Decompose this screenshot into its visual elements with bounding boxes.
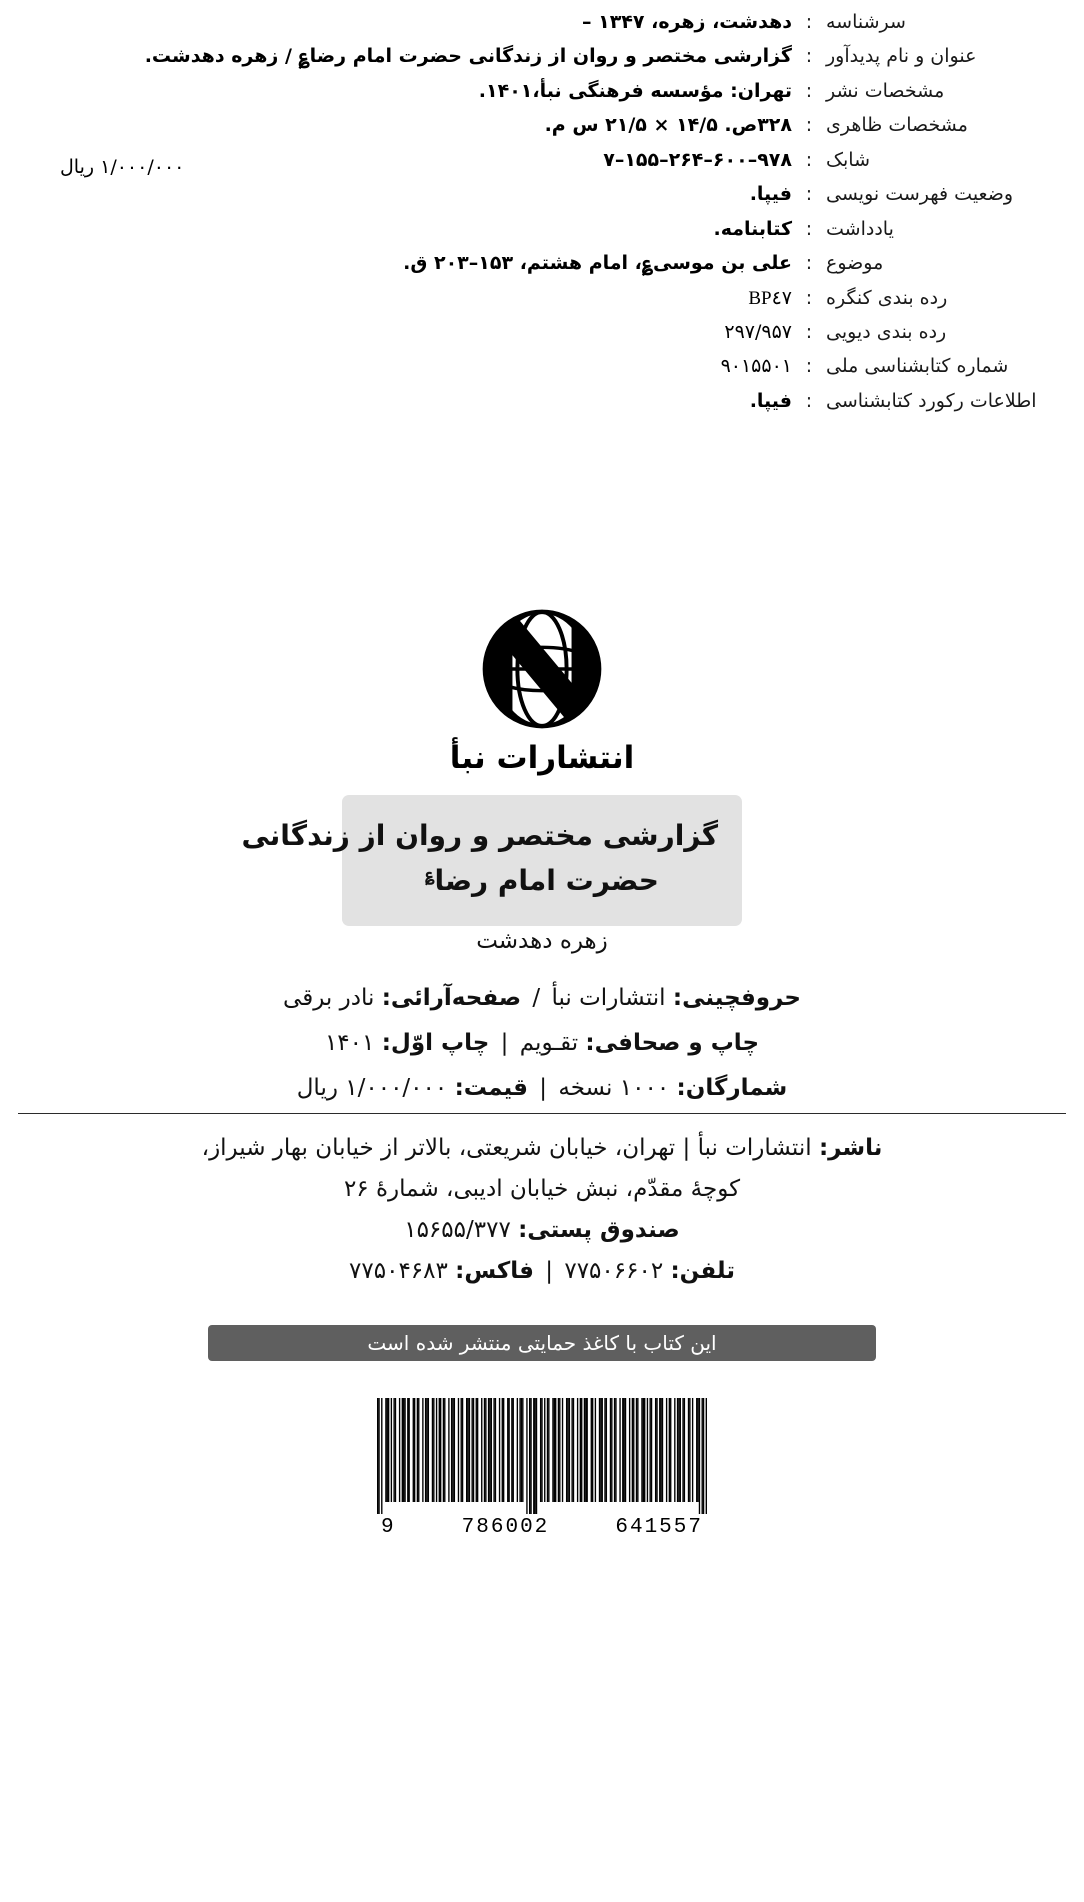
book-title-line-2-text: حضرت امام رضا bbox=[434, 864, 659, 898]
cip-row-value: تهران: مؤسسه فرهنگی نبأ،۱۴۰۱. bbox=[478, 79, 792, 102]
cip-row-value: گزارشی مختصر و روان از زندگانی حضرت امام رضا؏ / زهره دهدشت. bbox=[144, 45, 792, 68]
cip-row bbox=[60, 215, 1054, 244]
cip-row-label: رده بندی کنگره bbox=[826, 286, 948, 309]
credits-block bbox=[0, 928, 1084, 1111]
cip-row-colon: : bbox=[805, 389, 813, 412]
barcode-digit-group: 786002 bbox=[461, 1516, 550, 1539]
cip-price-note: ۱/۰۰۰/۰۰۰ ریال bbox=[60, 156, 185, 178]
cip-row bbox=[60, 77, 1054, 106]
edition-value: ۱۴۰۱ bbox=[324, 1029, 375, 1056]
cip-row-value: ۹۷۸–۶۰۰–۲۶۴–۱۵۵–۷ bbox=[603, 148, 792, 171]
cip-row-label: یادداشت bbox=[826, 217, 894, 240]
layout-label: صفحه‌آرائی: bbox=[381, 985, 522, 1011]
cip-row-label: شابک bbox=[826, 148, 871, 171]
book-title-line-2 bbox=[366, 858, 718, 903]
cip-row-label: شماره کتابشناسی ملی bbox=[826, 355, 1009, 378]
cip-row bbox=[60, 352, 1054, 381]
phone-value: ۷۷۵۰۶۶۰۲ bbox=[564, 1257, 664, 1284]
cip-row-label: مشخصات نشر bbox=[826, 79, 945, 102]
honorific-glyph: ؏ bbox=[425, 865, 435, 885]
credit-line-printrun bbox=[0, 1066, 1084, 1111]
layout-value: نادر برقی bbox=[283, 985, 375, 1011]
cip-row bbox=[60, 284, 1054, 313]
cip-row bbox=[60, 111, 1054, 140]
address-line-contact bbox=[22, 1251, 1062, 1292]
cip-cataloging-table bbox=[0, 8, 1084, 421]
fax-value: ۷۷۵۰۴۶۸۳ bbox=[349, 1257, 448, 1284]
cip-row-colon: : bbox=[805, 252, 813, 275]
cip-rows-container bbox=[60, 8, 1054, 416]
cip-row-value: علی بن موسی؏، امام هشتم، ۱۵۳–۲۰۳ ق. bbox=[403, 252, 792, 275]
cip-row bbox=[60, 8, 1054, 37]
phone-label: تلفن: bbox=[670, 1257, 735, 1284]
price-value: ۱/۰۰۰/۰۰۰ ریال bbox=[296, 1074, 448, 1101]
banner-text: این کتاب با کاغذ حمایتی منتشر شده است bbox=[367, 1331, 717, 1355]
cip-row-colon: : bbox=[805, 114, 813, 137]
credit-line-printing bbox=[0, 1021, 1084, 1066]
cip-row-value: ۹۰۱۵۵۰۱ bbox=[720, 355, 792, 378]
credit-separator: | bbox=[500, 1029, 509, 1056]
postbox-label: صندوق پستی: bbox=[518, 1216, 680, 1243]
cip-row-value: دهدشت، زهره، ۱۳۴۷ – bbox=[581, 11, 792, 33]
barcode-digits bbox=[377, 1516, 707, 1539]
credit-line-typesetting bbox=[0, 976, 1084, 1021]
cip-row-label: سرشناسه bbox=[826, 11, 906, 33]
cip-row bbox=[60, 387, 1054, 416]
credit-separator: / bbox=[532, 985, 541, 1011]
cip-row-label: وضعیت فهرست نویسی bbox=[826, 183, 1014, 206]
book-title-plate bbox=[241, 795, 742, 926]
cip-row-colon: : bbox=[805, 148, 813, 171]
publisher-label: ناشر: bbox=[818, 1135, 883, 1161]
cip-row-value: فیپا. bbox=[749, 183, 792, 206]
cip-row-colon: : bbox=[805, 45, 813, 68]
printing-label: چاپ و صحافی: bbox=[585, 1029, 760, 1056]
publisher-logo-block bbox=[0, 604, 1084, 776]
cip-row bbox=[60, 318, 1054, 347]
typesetting-label: حروفچینی: bbox=[672, 985, 801, 1011]
cip-row-colon: : bbox=[805, 320, 813, 343]
cip-row bbox=[60, 180, 1054, 209]
barcode-digit-group: 9 bbox=[381, 1516, 396, 1539]
cip-row-colon: : bbox=[805, 11, 813, 33]
book-title-line-1: گزارشی مختصر و روان از زندگانی bbox=[241, 819, 718, 852]
cip-row-value: فیپا. bbox=[749, 389, 792, 412]
cip-row-value: ۲۹۷/۹۵۷ bbox=[724, 320, 792, 343]
publisher-address-block bbox=[0, 1128, 1084, 1292]
cip-row-value: کتابنامه. bbox=[713, 217, 792, 240]
typesetting-value: انتشارات نبأ bbox=[551, 985, 666, 1011]
edition-label: چاپ اوّل: bbox=[381, 1029, 490, 1056]
fax-label: فاکس: bbox=[455, 1257, 534, 1284]
subsidized-paper-banner bbox=[208, 1325, 876, 1361]
cip-row-value: BP٤٧ bbox=[748, 287, 792, 309]
credit-separator: | bbox=[539, 1074, 548, 1101]
cip-row bbox=[60, 249, 1054, 278]
cip-row-label: موضوع bbox=[826, 252, 884, 275]
printrun-value: ۱۰۰۰ نسخه bbox=[558, 1074, 670, 1101]
cip-row bbox=[60, 146, 1054, 175]
cip-row-label: رده بندی دیویی bbox=[826, 320, 947, 343]
cip-row-label: اطلاعات رکورد کتابشناسی bbox=[826, 389, 1037, 412]
isbn-barcode-block bbox=[0, 1398, 1084, 1539]
printrun-label: شمارگان: bbox=[676, 1074, 788, 1101]
cip-row-value: ۳۲۸ص. ۱۴/۵ × ۲۱/۵ س م. bbox=[544, 114, 792, 137]
horizontal-divider bbox=[18, 1113, 1066, 1114]
price-label: قیمت: bbox=[454, 1074, 528, 1101]
cip-row-colon: : bbox=[805, 183, 813, 206]
postbox-value: ۱۵۶۵۵/۳۷۷ bbox=[404, 1216, 511, 1243]
publisher-address-value: انتشارات نبأ | تهران، خیابان شریعتی، بالاتر از خیابان بهار شیراز، bbox=[201, 1135, 812, 1161]
address-line-street: کوچهٔ مقدّم، نبش خیابان ادیبی، شمارهٔ ۲۶ bbox=[343, 1175, 741, 1202]
cip-row bbox=[60, 42, 1054, 71]
cip-row-colon: : bbox=[805, 217, 813, 240]
cip-row-colon: : bbox=[805, 286, 813, 309]
cip-row-label: مشخصات ظاهری bbox=[826, 114, 968, 137]
barcode-bars bbox=[377, 1398, 707, 1514]
address-line-publisher bbox=[22, 1128, 1062, 1169]
cip-row-label: عنوان و نام پدیدآور bbox=[826, 45, 977, 68]
publisher-name: انتشارات نبأ bbox=[449, 740, 635, 776]
cip-row-colon: : bbox=[805, 79, 813, 102]
author-name: زهره دهدشت bbox=[476, 928, 608, 954]
contact-separator: | bbox=[545, 1257, 554, 1284]
address-line-postbox bbox=[22, 1210, 1062, 1251]
barcode-digit-group: 641557 bbox=[615, 1516, 703, 1539]
cip-row-colon: : bbox=[805, 355, 813, 378]
nabaa-globe-logo-icon bbox=[456, 604, 628, 734]
printing-value: تقـویم bbox=[519, 1029, 579, 1056]
